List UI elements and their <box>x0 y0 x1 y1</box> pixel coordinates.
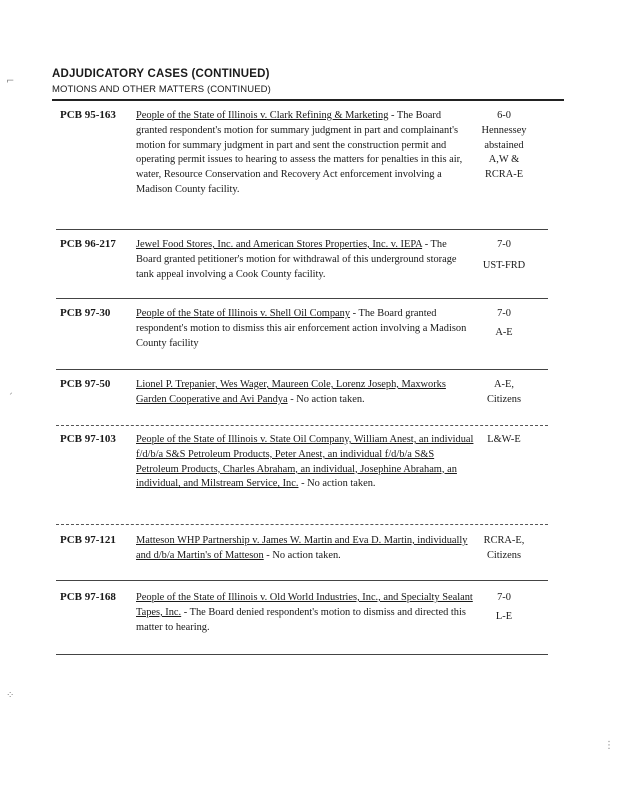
case-description <box>136 534 474 564</box>
case-description <box>136 109 474 198</box>
header-rule <box>52 99 564 101</box>
vote-line: L&W-E <box>487 434 521 445</box>
vote-line: abstained <box>484 139 524 151</box>
vote-line: UST-FRD <box>482 259 526 271</box>
case-title: People of the State of Illinois v. Shell Oil Company <box>136 308 351 319</box>
vote-line: Citizens <box>486 549 522 561</box>
case-number: PCB 97-103 <box>60 433 116 445</box>
case-vote <box>464 109 544 183</box>
case-title: Lionel P. Trepanier, Wes Wager, Maureen Cole, Lorenz Joseph, Maxworks Garden Cooperative and Avi Pandya <box>136 379 446 405</box>
section-subtitle: MOTIONS AND OTHER MATTERS (CONTINUED) <box>52 84 271 95</box>
case-number: PCB 97-30 <box>60 307 111 319</box>
case-title: Jewel Food Stores, Inc. and American Stores Properties, Inc. v. IEPA <box>136 239 423 250</box>
case-text: - No action taken. <box>287 393 365 405</box>
vote-line: A-E, <box>494 379 514 390</box>
case-vote <box>464 238 544 274</box>
vote-line: 7-0 <box>497 592 511 603</box>
scan-speck: ⁘ <box>6 690 15 701</box>
case-divider <box>56 654 548 655</box>
case-number: PCB 96-217 <box>60 238 116 250</box>
case-vote <box>464 433 544 448</box>
case-number: PCB 97-168 <box>60 591 116 603</box>
case-text: - No action taken. <box>298 478 376 490</box>
case-title: People of the State of Illinois v. Old World Industries, Inc., and Specialty Sealant Tapes, Inc. <box>136 592 473 618</box>
case-description <box>136 378 474 408</box>
vote-line: RCRA-E <box>484 169 524 181</box>
case-divider <box>56 580 548 581</box>
case-description <box>136 238 474 282</box>
case-description <box>136 307 474 351</box>
vote-line: A-E <box>495 326 513 338</box>
case-divider <box>56 524 548 525</box>
scan-speck: ˏ <box>8 384 13 395</box>
case-title: People of the State of Illinois v. Clark Refining & Marketing <box>136 110 389 121</box>
case-title: People of the State of Illinois v. State Oil Company, William Anest, an individual f/d/b/a S&S Petroleum Products, Peter Anest, an individual f/d/b/a S&S Petroleum Products, Charles Abraham, an individual, Josephine Abraham, an individual, and Milstream Service, Inc. <box>136 434 474 490</box>
vote-line: A,W & <box>488 154 520 166</box>
case-divider <box>56 229 548 230</box>
case-number: PCB 97-121 <box>60 534 116 546</box>
case-divider <box>56 425 548 426</box>
case-divider <box>56 298 548 299</box>
vote-line: 7-0 <box>497 308 511 319</box>
case-vote <box>464 534 544 564</box>
vote-line: 7-0 <box>497 239 511 250</box>
vote-line: RCRA-E, <box>483 535 525 546</box>
scan-speck: ⌐ <box>6 76 15 87</box>
case-description <box>136 433 474 492</box>
case-divider <box>56 369 548 370</box>
case-text: - The Board granted respondent's motion to dismiss this air enforcement action involving a Madison County facility <box>136 308 467 349</box>
case-title: Matteson WHP Partnership v. James W. Martin and Eva D. Martin, individually and d/b/a Martin's of Matteson <box>136 535 468 561</box>
case-vote <box>464 378 544 408</box>
case-text: - The Board granted petitioner's motion for withdrawal of this underground storage tank appeal involving a Cook County facility. <box>136 239 457 280</box>
case-text: - The Board denied respondent's motion to dismiss and directed this matter to hearing. <box>136 606 466 633</box>
vote-line: Hennessey <box>481 124 527 136</box>
case-vote <box>464 307 544 341</box>
case-vote <box>464 591 544 625</box>
vote-line: 6-0 <box>497 110 511 121</box>
case-text: - No action taken. <box>263 549 341 561</box>
vote-line: Citizens <box>486 393 522 405</box>
vote-line: L-E <box>495 610 513 622</box>
case-description <box>136 591 474 635</box>
case-number: PCB 97-50 <box>60 378 111 390</box>
case-text: - The Board granted respondent's motion for summary judgment in part and complainant's motion for summary judgment in part and sent the construction permit and operating permit issues to hearing to assess the matters for penalties in this air, water, Resource Conservation and Recovery Act enforcement involving a Madison County facility. <box>136 110 463 195</box>
case-number: PCB 95-163 <box>60 109 116 121</box>
scan-speck: ⋮ <box>604 740 614 751</box>
section-title: ADJUDICATORY CASES (CONTINUED) <box>52 68 270 80</box>
